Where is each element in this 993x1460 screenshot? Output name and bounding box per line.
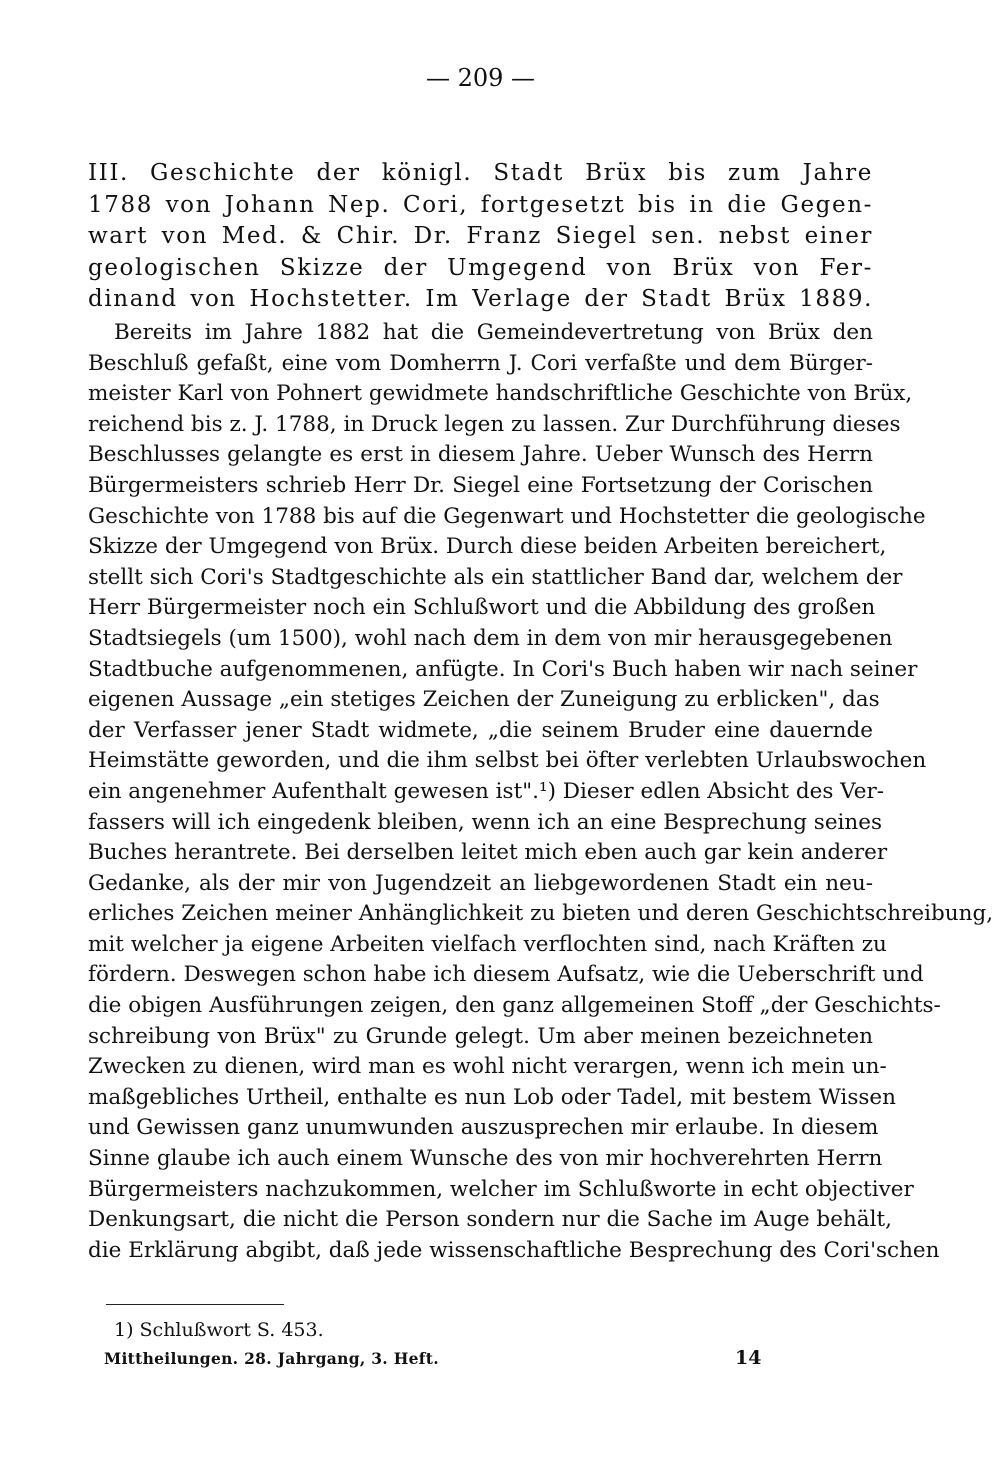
book-page <box>88 0 993 1460</box>
heading-line: 1788 von Johann Nep. Cori, fortgesetzt bis in die Gegen- <box>88 191 873 218</box>
footnote-divider <box>106 1304 284 1305</box>
body-line: Gedanke, als der mir von Jugendzeit an liebgewordenen Stadt ein neu- <box>88 870 873 896</box>
body-line: Stadtbuche aufgenommenen, anfügte. In Cori's Buch haben wir nach seiner <box>88 656 918 682</box>
body-line: Buches herantrete. Bei derselben leitet mich eben auch gar kein anderer <box>88 840 888 866</box>
body-line: Stadtsiegels (um 1500), wohl nach dem in dem von mir herausgegebenen <box>88 625 893 651</box>
body-line: eigenen Aussage „ein stetiges Zeichen der Zuneigung zu erblicken", das <box>88 687 880 713</box>
body-line: Zwecken zu dienen, wird man es wohl nicht verargen, wenn ich mein un- <box>88 1054 887 1080</box>
body-line: Heimstätte geworden, und die ihm selbst bei öfter verlebten Urlaubswochen <box>88 748 927 774</box>
body-line: maßgebliches Urtheil, enthalte es nun Lob oder Tadel, mit bestem Wissen <box>88 1084 896 1110</box>
body-line: stellt sich Cori's Stadtgeschichte als ein stattlicher Band dar, welchem der <box>88 564 903 590</box>
sheet-number: 14 <box>735 1347 762 1369</box>
body-line: die Erklärung abgibt, daß jede wissenschaftliche Besprechung des Cori'schen <box>88 1237 940 1263</box>
body-line: und Gewissen ganz unumwunden auszusprechen mir erlaube. In diesem <box>88 1115 879 1141</box>
body-line: reichend bis z. J. 1788, in Druck legen zu lassen. Zur Durchführung dieses <box>88 411 901 437</box>
heading-line: wart von Med. & Chir. Dr. Franz Siegel sen. nebst einer <box>88 223 873 249</box>
printer-signature: Mittheilungen. 28. Jahrgang, 3. Heft. <box>104 1349 439 1368</box>
heading-line: III. Geschichte der königl. Stadt Brüx bis zum Jahre <box>88 160 873 186</box>
body-line: Geschichte von 1788 bis auf die Gegenwart und Hochstetter die geologische <box>88 503 926 529</box>
body-line: Herr Bürgermeister noch ein Schlußwort und die Abbildung des großen <box>88 595 876 621</box>
body-line: ein angenehmer Aufenthalt gewesen ist".¹) Dieser edlen Absicht des Ver- <box>88 778 885 804</box>
body-line: schreibung von Brüx" zu Grunde gelegt. Um aber meinen bezeichneten <box>88 1023 873 1049</box>
section-heading <box>88 158 873 316</box>
page-number: — 209 — <box>425 64 536 92</box>
body-line: die obigen Ausführungen zeigen, den ganz allgemeinen Stoff „der Geschichts- <box>88 993 941 1019</box>
body-line: Denkungsart, die nicht die Person sondern nur die Sache im Auge behält, <box>88 1207 892 1233</box>
body-line: fördern. Deswegen schon habe ich diesem Aufsatz, wie die Ueberschrift und <box>88 962 924 988</box>
body-line: Bereits im Jahre 1882 hat die Gemeindevertretung von Brüx den <box>114 320 873 345</box>
body-line: Beschlusses gelangte es erst in diesem Jahre. Ueber Wunsch des Herrn <box>88 442 873 468</box>
footnote: 1) Schlußwort S. 453. <box>114 1319 324 1341</box>
body-line: Skizze der Umgegend von Brüx. Durch diese beiden Arbeiten bereichert, <box>88 534 887 560</box>
body-line: fassers will ich eingedenk bleiben, wenn ich an eine Besprechung seines <box>88 809 883 835</box>
body-line: Sinne glaube ich auch einem Wunsche des von mir hochverehrten Herrn <box>88 1146 883 1172</box>
heading-line: geologischen Skizze der Umgegend von Brüx von Fer- <box>88 254 873 281</box>
body-line: erliches Zeichen meiner Anhänglichkeit zu bieten und deren Geschichtschreibung, <box>88 901 993 927</box>
body-text <box>88 318 993 1266</box>
body-line: meister Karl von Pohnert gewidmete handschriftliche Geschichte von Brüx, <box>88 381 913 407</box>
body-line: Beschluß gefaßt, eine vom Domherrn J. Cori verfaßte und dem Bürger- <box>88 350 873 376</box>
body-line: mit welcher ja eigene Arbeiten vielfach verflochten sind, nach Kräften zu <box>88 931 887 957</box>
heading-line: dinand von Hochstetter. Im Verlage der Stadt Brüx 1889. <box>88 286 873 312</box>
body-line: Bürgermeisters schrieb Herr Dr. Siegel eine Fortsetzung der Corischen <box>88 472 873 498</box>
body-line: Bürgermeisters nachzukommen, welcher im Schlußworte in echt objectiver <box>88 1176 914 1202</box>
body-line: der Verfasser jener Stadt widmete, „die seinem Bruder eine dauernde <box>88 717 873 743</box>
